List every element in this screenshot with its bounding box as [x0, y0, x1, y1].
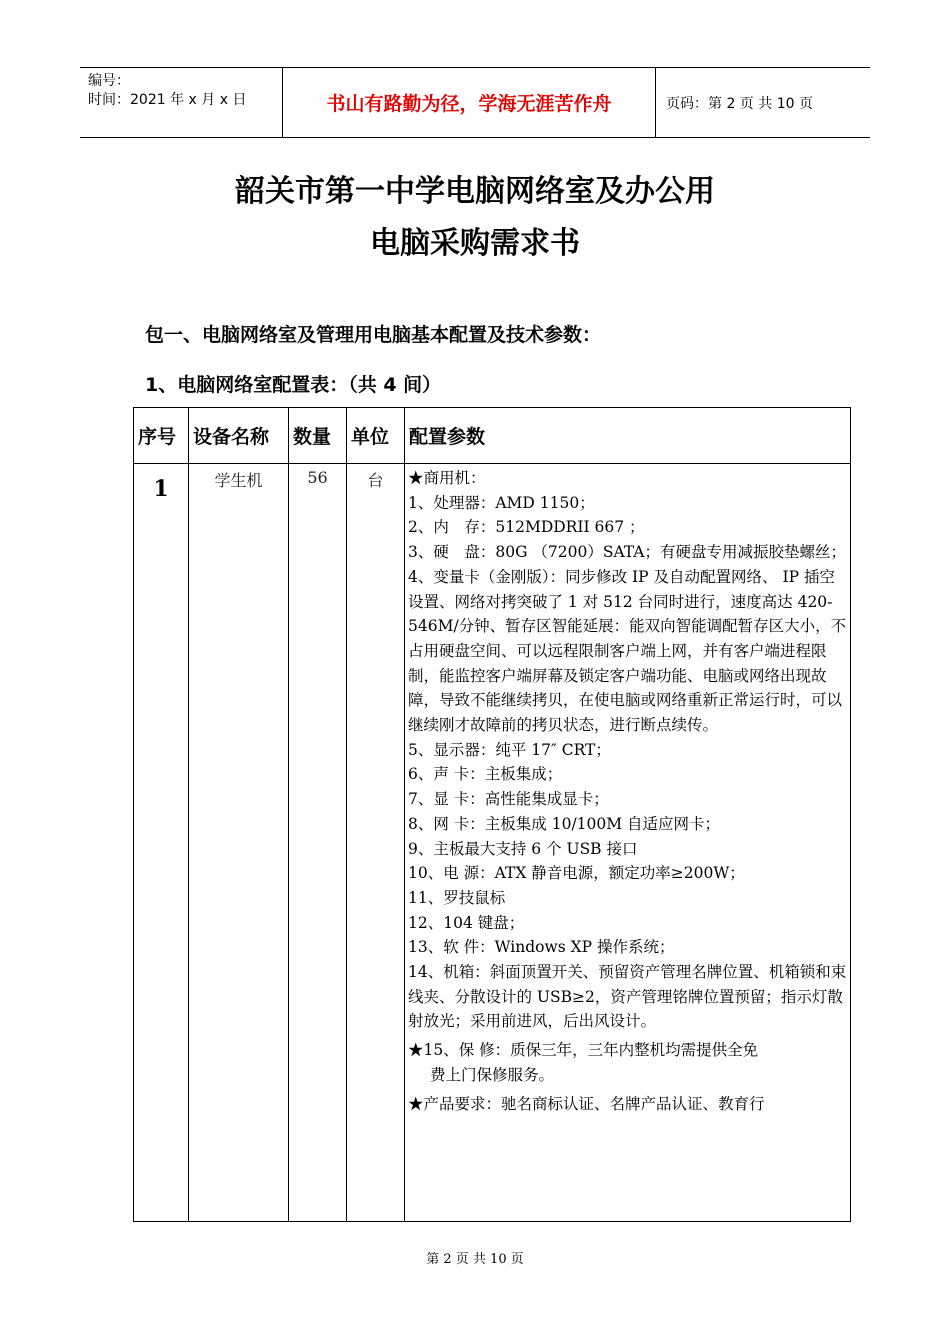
param-line: 7、显 卡：高性能集成显卡；	[408, 790, 609, 809]
header-device-name: 设备名称	[189, 408, 289, 464]
param-line: 1、处理器：AMD 1150；	[408, 493, 595, 512]
header-motto: 书山有路勤为径，学海无涯苦作舟	[283, 68, 656, 137]
param-line: 8、网 卡：主板集成 10/100M 自适应网卡；	[408, 814, 721, 833]
product-requirement: ★产品要求：驰名商标认证、名牌产品认证、教育行	[408, 1094, 765, 1113]
row-device-name: 学生机	[189, 464, 289, 1222]
param-line: 9、主板最大支持 6 个 USB 接口	[408, 839, 638, 858]
page-footer: 第 2 页 共 10 页	[426, 1252, 524, 1267]
header-unit: 单位	[347, 408, 405, 464]
warranty-line: ★15、保 修：质保三年，三年内整机均需提供全免	[408, 1041, 759, 1060]
param-line: 11、罗技鼠标	[408, 888, 506, 907]
param-line: 14、机箱：斜面顶置开关、预留资产管理名牌位置、机箱锁和束线夹、分散设计的 USB≥2，资产管理铭牌位置预留；指示灯散射放光；采用前进风，后出风设计。	[408, 963, 847, 1031]
number-label: 编号：	[88, 73, 130, 89]
time-label: 时间：2021 年 x 月 x 日	[88, 92, 247, 108]
param-line: ★商用机：	[408, 469, 486, 487]
document-title-line1: 韶关市第一中学电脑网络室及办公用	[235, 174, 715, 209]
param-line: 6、声 卡：主板集成；	[408, 765, 563, 784]
param-line: 12、104 键盘；	[408, 913, 525, 932]
header-index: 序号	[134, 408, 189, 464]
section-heading-package: 包一、电脑网络室及管理用电脑基本配置及技术参数：	[145, 324, 602, 346]
config-table	[133, 407, 851, 1222]
section-heading-table: 1、电脑网络室配置表：（共 4 间）	[145, 374, 442, 396]
header-config-params: 配置参数	[405, 408, 851, 464]
param-line: 5、显示器：纯平 17″ CRT；	[408, 740, 611, 759]
param-line: 3、硬 盘：80G （7200）SATA；有硬盘专用减振胶垫螺丝；	[408, 543, 846, 562]
header-page-info: 页码：第 2 页 共 10 页	[666, 95, 813, 112]
param-line: 13、软 件：Windows XP 操作系统；	[408, 938, 675, 957]
warranty-continued: 费上门保修服务。	[430, 1065, 555, 1084]
table-header-row	[134, 408, 851, 464]
param-line: 2、内 存：512MDDRII 667 ；	[408, 518, 645, 537]
header-meta	[80, 68, 283, 137]
page-header	[80, 67, 870, 138]
document-title-line2: 电脑采购需求书	[370, 226, 580, 261]
row-config-params	[405, 464, 851, 1222]
param-line: 10、电 源：ATX 静音电源，额定功率≥200W；	[408, 864, 745, 883]
row-index: 1	[134, 464, 189, 1222]
param-line: 4、变量卡（金刚版）：同步修改 IP 及自动配置网络、 IP 插空设置、网络对拷突破了 1 对 512 台同时进行，速度高达 420-546M/分钟、暂存区智能延展：能双向智能调配暂存区大小，不占用硬盘空间、可以远程限制客户端上网，并有客户端进程限制，能监控客户端屏幕及锁定客户端功能、电脑或网络出现故障，导致不能继续拷贝，在使电脑或网络重新正常运行时，可以继续刚才故障前的拷贝状态，进行断点续传。	[408, 567, 847, 735]
row-unit: 台	[347, 464, 405, 1222]
row-quantity: 56	[289, 464, 347, 1222]
table-row	[134, 464, 851, 1222]
header-quantity: 数量	[289, 408, 347, 464]
